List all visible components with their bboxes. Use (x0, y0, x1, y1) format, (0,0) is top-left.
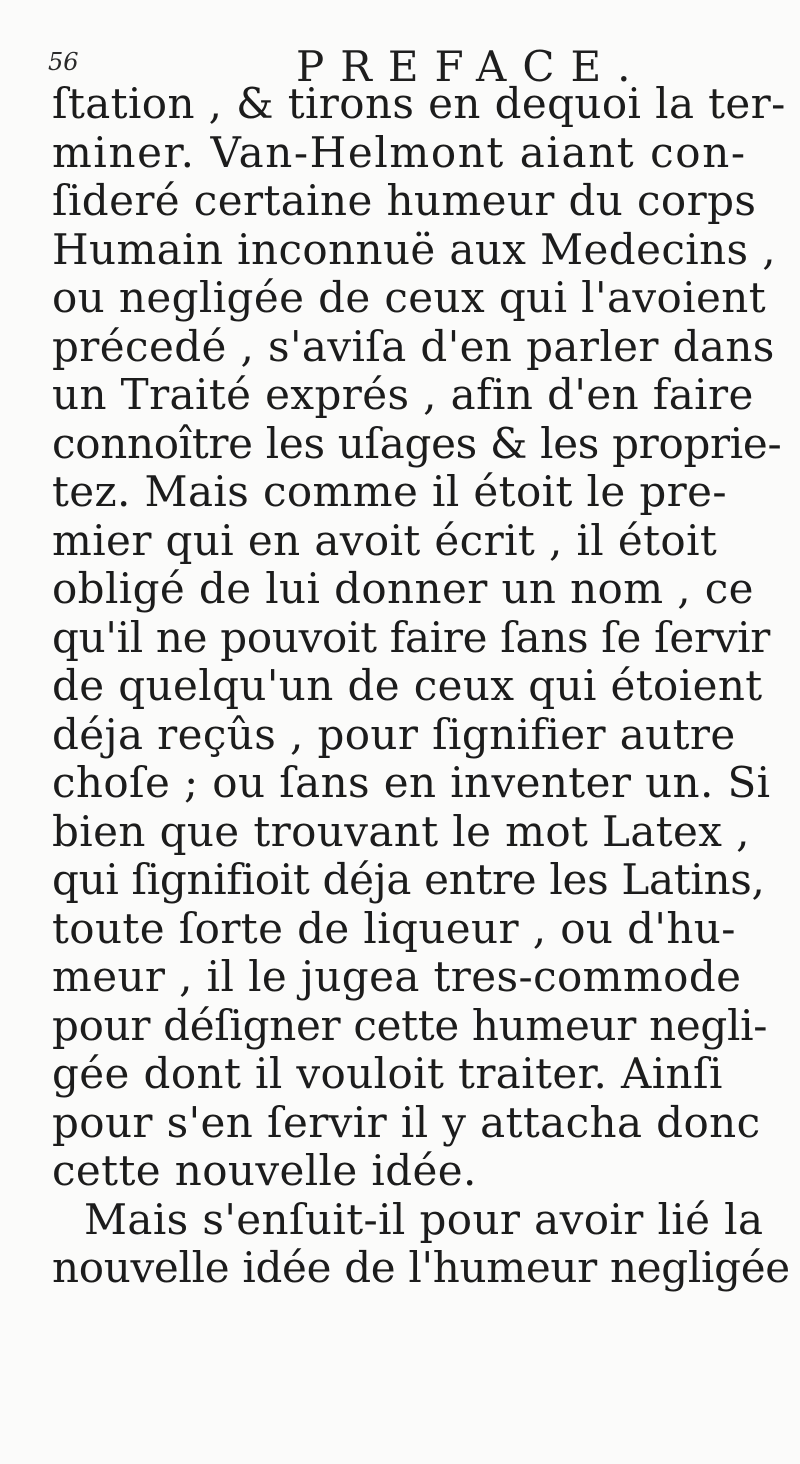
text-line: ou negligée de ceux qui l'avoient (52, 273, 767, 322)
text-line: déja reçûs , pour ſignifier autre (52, 709, 736, 759)
running-title: PREFACE. (296, 42, 647, 91)
text-line: ſideré certaine humeur du corps (52, 176, 757, 225)
text-line: bien que trouvant le mot Latex , (52, 806, 750, 856)
text-line: Humain inconnuë aux Medecins , (52, 224, 777, 274)
text-line: précedé , s'aviſa d'en parler dans (52, 321, 775, 371)
body-text (52, 80, 792, 1293)
text-line: pour s'en ſervir il y attacha donc (52, 1097, 761, 1147)
page-number: 56 (48, 48, 79, 76)
text-line: nouvelle idée de l'humeur negligée (52, 1243, 790, 1292)
text-line: obligé de lui donner un nom , ce (52, 564, 754, 613)
text-line: cette nouvelle idée. (52, 1146, 477, 1195)
text-line: mier qui en avoit écrit , il étoit (52, 515, 718, 565)
text-line: un Traité exprés , afin d'en faire (52, 370, 754, 419)
text-line: de quelqu'un de ceux qui étoient (52, 661, 763, 710)
text-line: Mais s'enſuit-il pour avoir lié la (84, 1194, 764, 1244)
text-line: miner. Van-Helmont aiant con- (52, 127, 747, 177)
text-line: toute ſorte de liqueur , ou d'hu- (52, 903, 736, 953)
text-line: pour déſigner cette humeur negli- (52, 1000, 768, 1050)
text-line: connoître les uſages & les proprie- (52, 418, 782, 468)
text-line: qu'il ne pouvoit faire ſans ſe ſervir (52, 612, 771, 662)
text-line: meur , il le jugea tres-commode (52, 952, 742, 1001)
text-line: choſe ; ou ſans en inventer un. Si (52, 758, 771, 807)
text-line: gée dont il vouloit traiter. Ainſi (52, 1049, 723, 1098)
text-line: ſtation , & tirons en dequoi la ter- (52, 79, 786, 128)
text-line: tez. Mais comme il étoit le pre- (52, 467, 727, 516)
text-line: qui ſignifioit déja entre les Latins, (52, 855, 765, 904)
